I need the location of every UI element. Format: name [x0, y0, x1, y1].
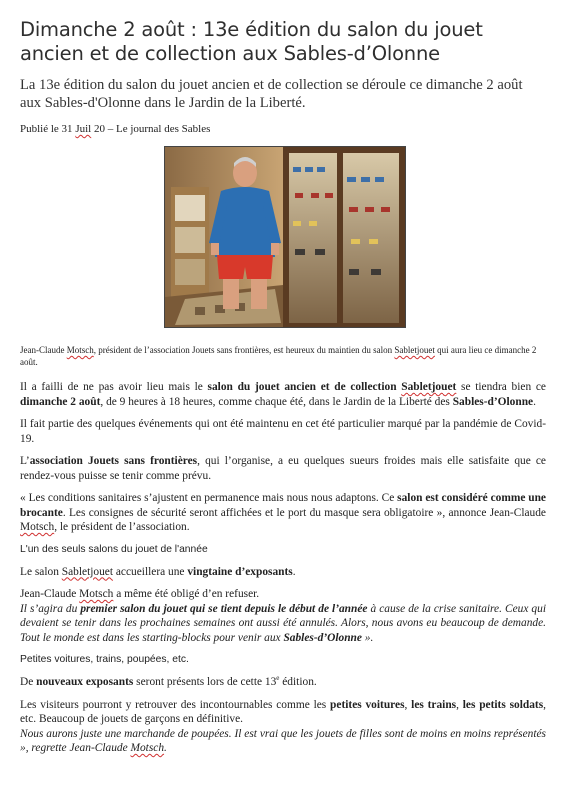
text: . [533, 395, 536, 408]
caption-name: Motsch [66, 345, 94, 355]
paragraph-3 [20, 454, 546, 483]
superscript: e [276, 674, 280, 683]
text-bold: salon du jouet ancien et de collection [207, 381, 402, 393]
text: , le président de l’association. [54, 521, 190, 533]
paragraph-4 [20, 491, 546, 535]
text: Il s’agira du [20, 602, 81, 615]
published-month: Juil [75, 123, 92, 135]
text: se tiendra bien ce [456, 381, 546, 393]
text-bold: nouveaux exposants [36, 676, 134, 688]
text-bold: vingtaine d’exposants [187, 565, 293, 578]
text: De [20, 676, 37, 688]
text-bold: petites voitures [330, 698, 405, 711]
photo-caption [20, 344, 546, 368]
text: Motsch [20, 521, 55, 533]
paragraph-5 [20, 565, 546, 580]
text: . [292, 565, 296, 578]
text: , [404, 698, 412, 711]
text: L’ [20, 455, 30, 467]
published-prefix: Publié le 31 [20, 123, 76, 135]
text: ». [361, 631, 374, 644]
subheading-1: L'un des seuls salons du jouet de l'année [20, 543, 208, 555]
text: Il a failli de ne pas avoir lieu mais le [20, 381, 208, 393]
text: Sabletjouet [61, 565, 114, 578]
text-bold: Sables-d’Olonne [283, 631, 362, 644]
text-bold: les trains [411, 698, 457, 711]
paragraph-10-quote [20, 727, 546, 756]
text: « Les conditions sanitaires s’ajustent en permanence mais nous nous adaptons. Ce [20, 492, 398, 504]
text: accueillera une [113, 565, 188, 578]
text: , qui l’organise, a eu quelques sueurs froides mais elle satisfaite que ce rendez-vous puisse se tenir comme prévu. [20, 455, 546, 482]
text-bold: premier salon du jouet qui se tient depuis le début de l’année [80, 602, 368, 615]
text: Motsch [130, 742, 165, 754]
article-photo [164, 146, 406, 328]
paragraph-2: Il fait partie des quelques événements qui ont été maintenu en cet été particulier marqué par la pandémie de Covid-19. [20, 418, 546, 445]
article [20, 18, 546, 764]
text: a même été obligé d’en refuser. [113, 588, 260, 600]
caption-part: , président de l’association Jouets sans frontières, est heureux du maintien du salon [93, 345, 395, 355]
caption-part: qui aura lieu ce dimanche 2 août. [20, 345, 537, 367]
text-bold: Sabletjouet [401, 381, 457, 393]
article-lead: La 13e édition du salon du jouet ancien et de collection se déroule ce dimanche 2 août aux Sables-d'Olonne dans le Jardin de la Liberté. [20, 77, 523, 111]
paragraph-9 [20, 698, 546, 727]
text: Nous aurons juste une marchande de poupées. Il est vrai que les jouets de filles sont de moins en moins représentés », regrette Jean-Claude [20, 727, 546, 754]
published-suffix: 20 – Le journal des Sables [91, 123, 211, 135]
subheading-2: Petites voitures, trains, poupées, etc. [20, 654, 189, 665]
paragraph-8 [20, 675, 546, 690]
text-bold: dimanche 2 août [20, 395, 101, 408]
text: édition. [279, 676, 317, 688]
text: Motsch [79, 588, 114, 600]
text: . Les consignes de sécurité seront affichées et le port du masque sera obligatoire », annonce Jean-Claude [62, 506, 546, 519]
paragraph-6 [20, 587, 546, 602]
text-bold: association Jouets sans frontières [29, 455, 198, 467]
article-title: Dimanche 2 août : 13e édition du salon du jouet ancien et de collection aux Sables-d’Olonne [20, 18, 483, 65]
text: , etc. Beaucoup de jouets de garçons en définitive. [20, 698, 546, 725]
text: à cause de la crise sanitaire. Ceux qui devaient se tenir dans les prochaines semaines ont aussi été annulés. Alors, nous avons eu beaucoup de demande. Tout le monde est dans les starting-blocks pour venir aux [20, 602, 546, 644]
text: Jean-Claude [20, 588, 80, 600]
text: Les visiteurs pourront y retrouver des incontournables comme les [20, 698, 331, 711]
published-line [20, 122, 546, 136]
text: Le salon [20, 565, 62, 578]
text-bold: Sables-d’Olonne [452, 395, 534, 408]
paragraph-1 [20, 380, 546, 409]
text: , de 9 heures à 18 heures, comme chaque été, dans le Jardin de la Liberté des [100, 395, 453, 408]
text: , [456, 698, 463, 711]
text: . [164, 742, 167, 754]
text-bold: salon est considéré comme une brocante [20, 492, 546, 519]
caption-part: Jean-Claude [20, 345, 67, 355]
paragraph-7-quote [20, 602, 546, 646]
caption-event: Sabletjouet [394, 345, 435, 355]
text-bold: les petits soldats [462, 698, 544, 711]
text: seront présents lors de cette 13 [133, 676, 277, 688]
